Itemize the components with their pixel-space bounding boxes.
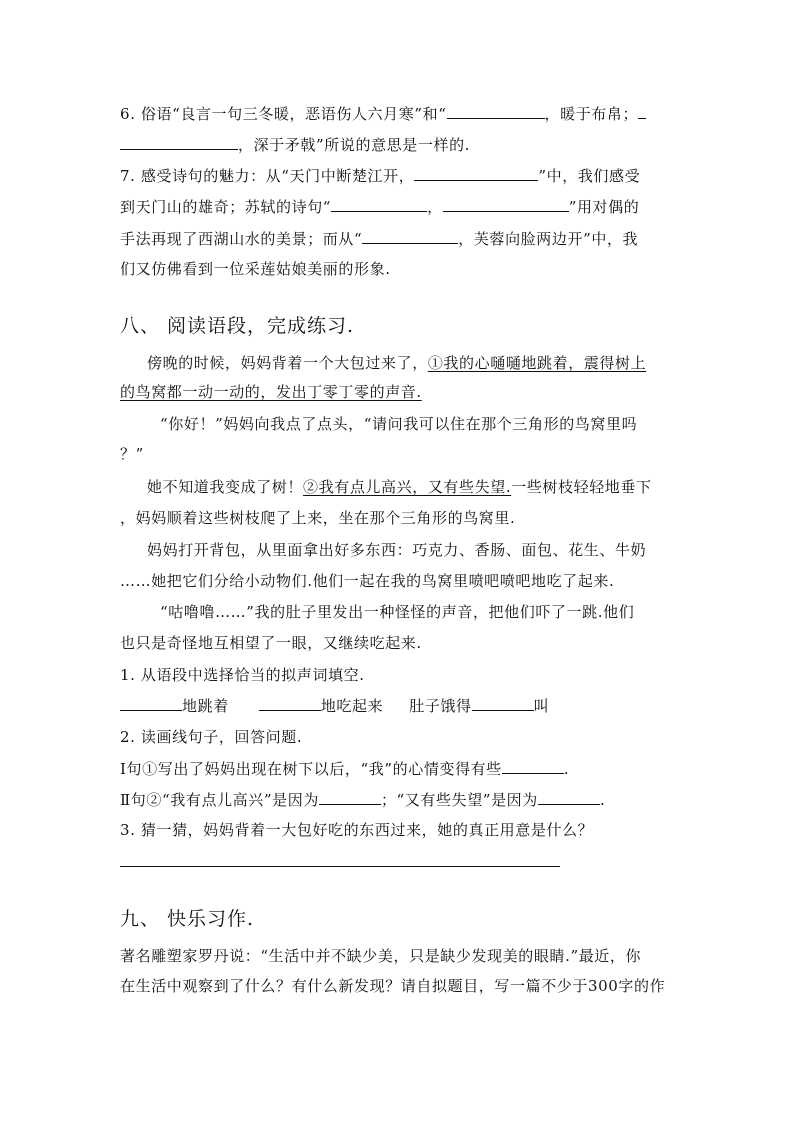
- section9-prompt-line-1: 著名雕塑家罗丹说：“生活中并不缺少美，只是缺少发现美的眼睛.”最近，你: [120, 947, 642, 965]
- section8-heading: 八、 阅读语段，完成练习.: [120, 315, 355, 337]
- q2-i-period: .: [563, 760, 570, 778]
- q1-text-d: 叫: [533, 697, 550, 715]
- q6-line-2: [120, 134, 470, 155]
- passage-p4-line-1: 妈妈打开背包，从里面拿出好多东西：巧克力、香肠、面包、花生、牛奶: [147, 541, 647, 559]
- question-1: 1. 从语段中选择恰当的拟声词填空.: [120, 666, 365, 684]
- passage-p1-text: 傍晚的时候，妈妈背着一个大包过来了，: [147, 354, 428, 372]
- q2-ii-period: .: [599, 791, 606, 809]
- passage-p3-text-b: 一些树枝轻轻地垂下: [511, 478, 652, 496]
- passage-p1-line-2: [120, 382, 422, 402]
- question-3: 3. 猜一猜，妈妈背着一大包好吃的东西过来，她的真正用意是什么？: [120, 821, 594, 839]
- section9-heading: 九、 快乐习作.: [120, 908, 255, 930]
- q7-line-4: 们又仿佛看到一位采莲姑娘美丽的形象.: [120, 260, 391, 278]
- q7-blank-3[interactable]: [443, 196, 569, 212]
- q7-blank-2[interactable]: [331, 196, 427, 212]
- section9-prompt-line-2: 在生活中观察到了什么？有什么新发现？请自拟题目，写一篇不少于300字的作: [120, 977, 666, 995]
- q2-i-text: Ⅰ句①写出了妈妈出现在树下以后，“我”的心情变得有些: [120, 760, 502, 778]
- q7-line-3: [120, 228, 638, 249]
- passage-p3-text-a: 她不知道我变成了树！: [147, 478, 304, 496]
- q6-blank-1[interactable]: [447, 103, 545, 119]
- passage-p3-line-1: [147, 477, 652, 497]
- q2-ii-blank-1[interactable]: [319, 789, 381, 805]
- q6-text-a: 6. 俗语“良言一句三冬暖，恶语伤人六月寒”和“: [120, 105, 447, 123]
- q7-text-f: 手法再现了西湖山水的美景；而从“: [120, 230, 363, 248]
- passage-p1-line-1: [147, 353, 646, 373]
- underlined-sentence-2: ②我有点儿高兴，又有些失望.: [303, 478, 512, 496]
- q6-text-b: ，暖于布帛；: [544, 105, 639, 123]
- q7-line-1: [120, 165, 640, 186]
- q7-text-b: ”中，我们感受: [538, 167, 641, 185]
- question-1-blanks: [120, 695, 549, 716]
- q7-text-d: ，: [427, 198, 443, 216]
- passage-p3-line-2: ，妈妈顺着这些树枝爬了上来，坐在那个三角形的鸟窝里.: [120, 509, 516, 527]
- q6-blank-2[interactable]: [120, 134, 238, 150]
- q2-ii-text-a: Ⅱ句②“我有点儿高兴”是因为: [120, 791, 319, 809]
- q1-blank-2[interactable]: [259, 695, 321, 711]
- underlined-sentence-1a: ①我的心嗵嗵地跳着，震得树上: [427, 354, 647, 372]
- q1-blank-3[interactable]: [472, 695, 534, 711]
- q3-answer-line[interactable]: [120, 866, 560, 867]
- q1-blank-1[interactable]: [120, 695, 182, 711]
- q7-blank-1[interactable]: [414, 165, 538, 181]
- underlined-sentence-1b: 的鸟窝都一动一动的，发出丁零丁零的声音.: [120, 383, 422, 401]
- q2-ii-blank-2[interactable]: [538, 789, 600, 805]
- q2-ii-text-b: ；“又有些失望”是因为: [380, 791, 538, 809]
- q7-text-g: ，芙蓉向脸两边开”中，我: [458, 230, 639, 248]
- question-2-ii: [120, 789, 605, 810]
- passage-p5-line-1: “咕噜噜……”我的肚子里发出一种怪怪的声音，把他们吓了一跳.他们: [160, 603, 635, 621]
- q7-text-e: ”用对偶的: [568, 198, 640, 216]
- q6-line-1: [120, 103, 646, 124]
- q7-blank-4[interactable]: [362, 228, 458, 244]
- passage-p2-line-2: ？”: [120, 445, 144, 463]
- q1-text-a: 地跳着: [182, 697, 229, 715]
- passage-p4-line-2: ……她把它们分给小动物们.他们一起在我的鸟窝里喷吧喷吧地吃了起来.: [120, 572, 615, 590]
- q1-text-c: 肚子饿得: [409, 697, 472, 715]
- q7-line-2: [120, 196, 639, 217]
- passage-p5-line-2: 也只是奇怪地互相望了一眼，又继续吃起来.: [120, 634, 422, 652]
- q2-i-blank[interactable]: [502, 758, 564, 774]
- passage-p2-line-1: “你好！”妈妈向我点了点头，“请问我可以住在那个三角形的鸟窝里吗: [160, 415, 638, 433]
- question-2: 2. 读画线句子，回答问题.: [120, 728, 303, 746]
- q1-text-b: 地吃起来: [320, 697, 384, 715]
- q7-text-c: 到天门山的雄奇；苏轼的诗句“: [120, 198, 332, 216]
- q7-text-a: 7. 感受诗句的魅力：从“天门中断楚江开，: [120, 167, 415, 185]
- q6-blank-2a[interactable]: [638, 103, 646, 119]
- question-2-i: [120, 758, 569, 779]
- q6-text-c: ，深于矛戟”所说的意思是一样的.: [238, 136, 471, 154]
